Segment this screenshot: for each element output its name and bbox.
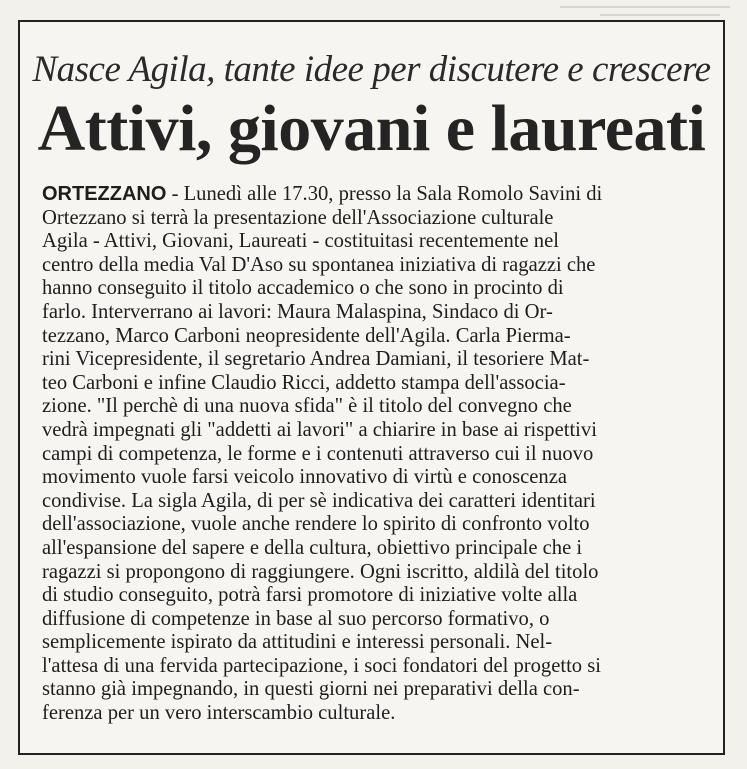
article-line: Ortezzano si terrà la presentazione dell'Associazione culturale <box>42 206 554 229</box>
article-lines <box>42 207 705 726</box>
article-first-line-text: - Lunedì alle 17.30, presso la Sala Romolo Savini di <box>166 183 603 205</box>
article-line: semplicemente ispirato da attitudini e interessi personali. Nel- <box>42 631 553 654</box>
article-line: campi di competenza, le forme e i contenuti attraverso cui il nuovo <box>42 442 594 465</box>
article-line: dell'associazione, vuole anche rendere lo spirito di confronto volto <box>42 513 590 536</box>
article-line: movimento vuole farsi veicolo innovativo di virtù e conoscenza <box>42 466 567 489</box>
article-line: di studio conseguito, potrà farsi promotore di iniziative volte alla <box>42 584 578 607</box>
article-kicker: Nasce Agila, tante idee per discutere e crescere <box>32 49 711 90</box>
bleed-through-mark <box>560 6 730 8</box>
article-headline: Attivi, giovani e laureati <box>37 92 706 165</box>
bleed-through-mark <box>600 14 720 16</box>
article-line: Agila - Attivi, Giovani, Laureati - costituitasi recentemente nel <box>42 230 559 253</box>
article-body <box>42 183 705 726</box>
article-line: tezzano, Marco Carboni neopresidente dell'Agila. Carla Pierma- <box>42 324 571 347</box>
article-line: hanno conseguito il titolo accademico o che sono in procinto di <box>42 277 564 300</box>
article-line: condivise. La sigla Agila, di per sè indicativa dei caratteri identitari <box>42 489 596 512</box>
article-line: centro della media Val D'Aso su spontanea iniziativa di ragazzi che <box>42 253 596 276</box>
article-line: ferenza per un vero interscambio culturale. <box>42 702 396 725</box>
article-box <box>18 20 725 755</box>
article-line: farlo. Interverrano ai lavori: Maura Malaspina, Sindaco di Or- <box>42 300 553 323</box>
article-line <box>42 183 705 207</box>
article-line: all'espansione del sapere e della cultura, obiettivo principale che i <box>42 536 583 559</box>
article-dateline: ORTEZZANO <box>42 183 167 205</box>
article-line: zione. "Il perchè di una nuova sfida" è il titolo del convegno che <box>42 395 572 418</box>
article-line: stanno già impegnando, in questi giorni nei preparativi della con- <box>42 678 580 701</box>
article-line: vedrà impegnati gli "addetti ai lavori" a chiarire in base ai rispettivi <box>42 418 597 441</box>
article-line: rini Vicepresidente, il segretario Andrea Damiani, il tesoriere Mat- <box>42 348 590 371</box>
article-line: l'attesa di una fervida partecipazione, i soci fondatori del progetto si <box>42 654 601 677</box>
article-line: ragazzi si propongono di raggiungere. Ogni iscritto, aldilà del titolo <box>42 560 599 583</box>
article-line: diffusione di competenze in base al suo percorso formativo, o <box>42 607 550 630</box>
article-line: teo Carboni e infine Claudio Ricci, addetto stampa dell'associa- <box>42 371 566 394</box>
